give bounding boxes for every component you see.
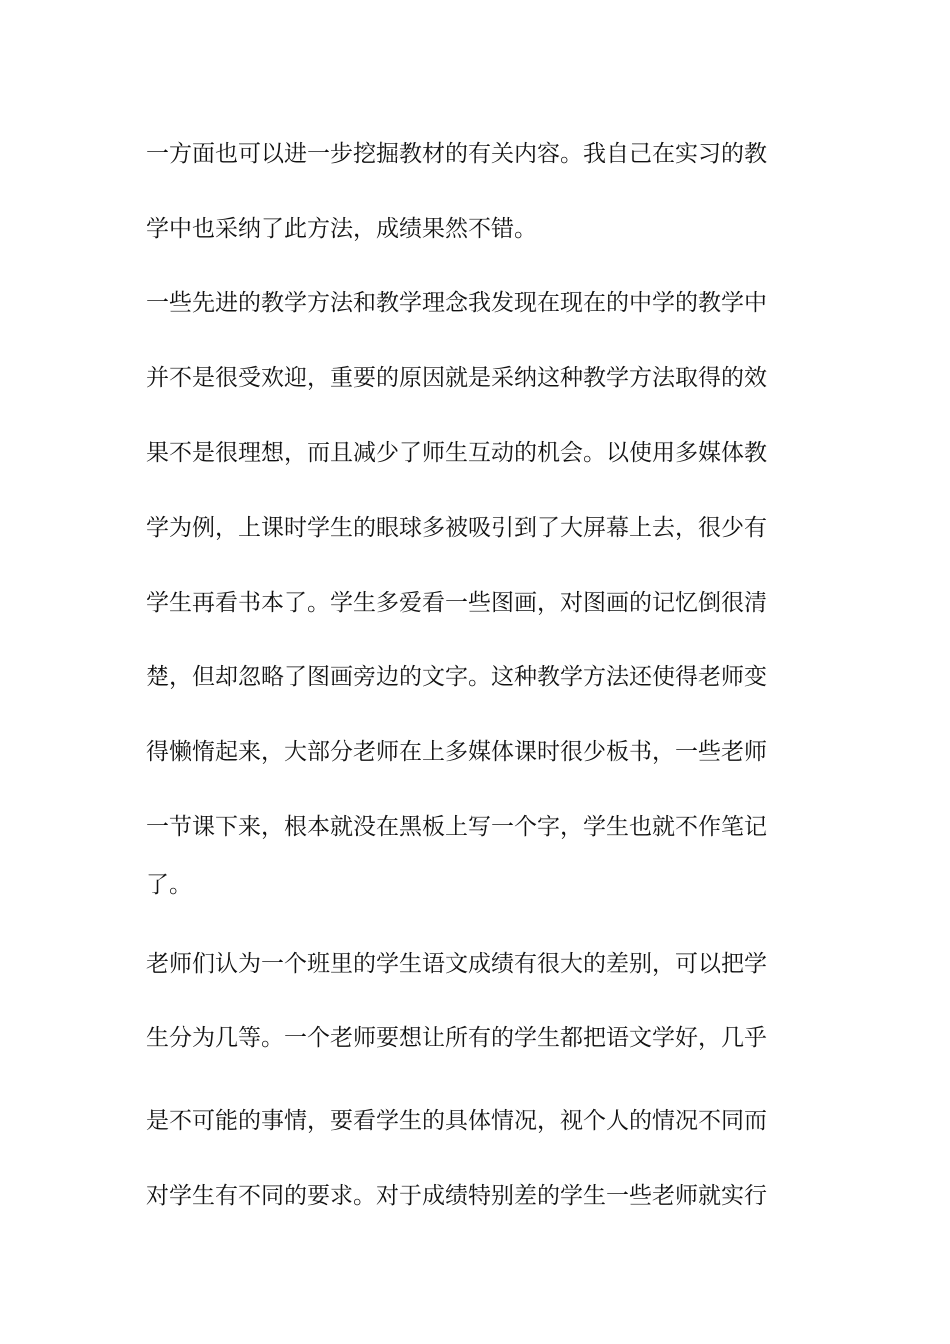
text-line: 一些先进的教学方法和教学理念我发现在现在的中学的教学中 [146, 290, 767, 316]
text-line: 果不是很理想，而且减少了师生互动的机会。以使用多媒体教 [146, 440, 767, 466]
text-line: 是不可能的事情，要看学生的具体情况，视个人的情况不同而 [146, 1108, 767, 1134]
text-line: 老师们认为一个班里的学生语文成绩有很大的差别，可以把学 [146, 951, 767, 977]
text-line: 生分为几等。一个老师要想让所有的学生都把语文学好，几乎 [146, 1025, 767, 1051]
text-line: 学为例，上课时学生的眼球多被吸引到了大屏幕上去，很少有 [146, 515, 767, 541]
text-line: 得懒惰起来，大部分老师在上多媒体课时很少板书，一些老师 [146, 739, 767, 765]
text-line: 学生再看书本了。学生多爱看一些图画，对图画的记忆倒很清 [146, 590, 767, 616]
text-line: 学中也采纳了此方法，成绩果然不错。 [146, 216, 537, 242]
text-line: 一节课下来，根本就没在黑板上写一个字，学生也就不作笔记 [146, 814, 767, 840]
text-line: 了。 [146, 872, 192, 898]
text-line: 一方面也可以进一步挖掘教材的有关内容。我自己在实习的教 [146, 141, 767, 167]
text-line: 楚，但却忽略了图画旁边的文字。这种教学方法还使得老师变 [146, 664, 767, 690]
text-line: 对学生有不同的要求。对于成绩特别差的学生一些老师就实行 [146, 1183, 767, 1209]
text-line: 并不是很受欢迎，重要的原因就是采纳这种教学方法取得的效 [146, 365, 767, 391]
